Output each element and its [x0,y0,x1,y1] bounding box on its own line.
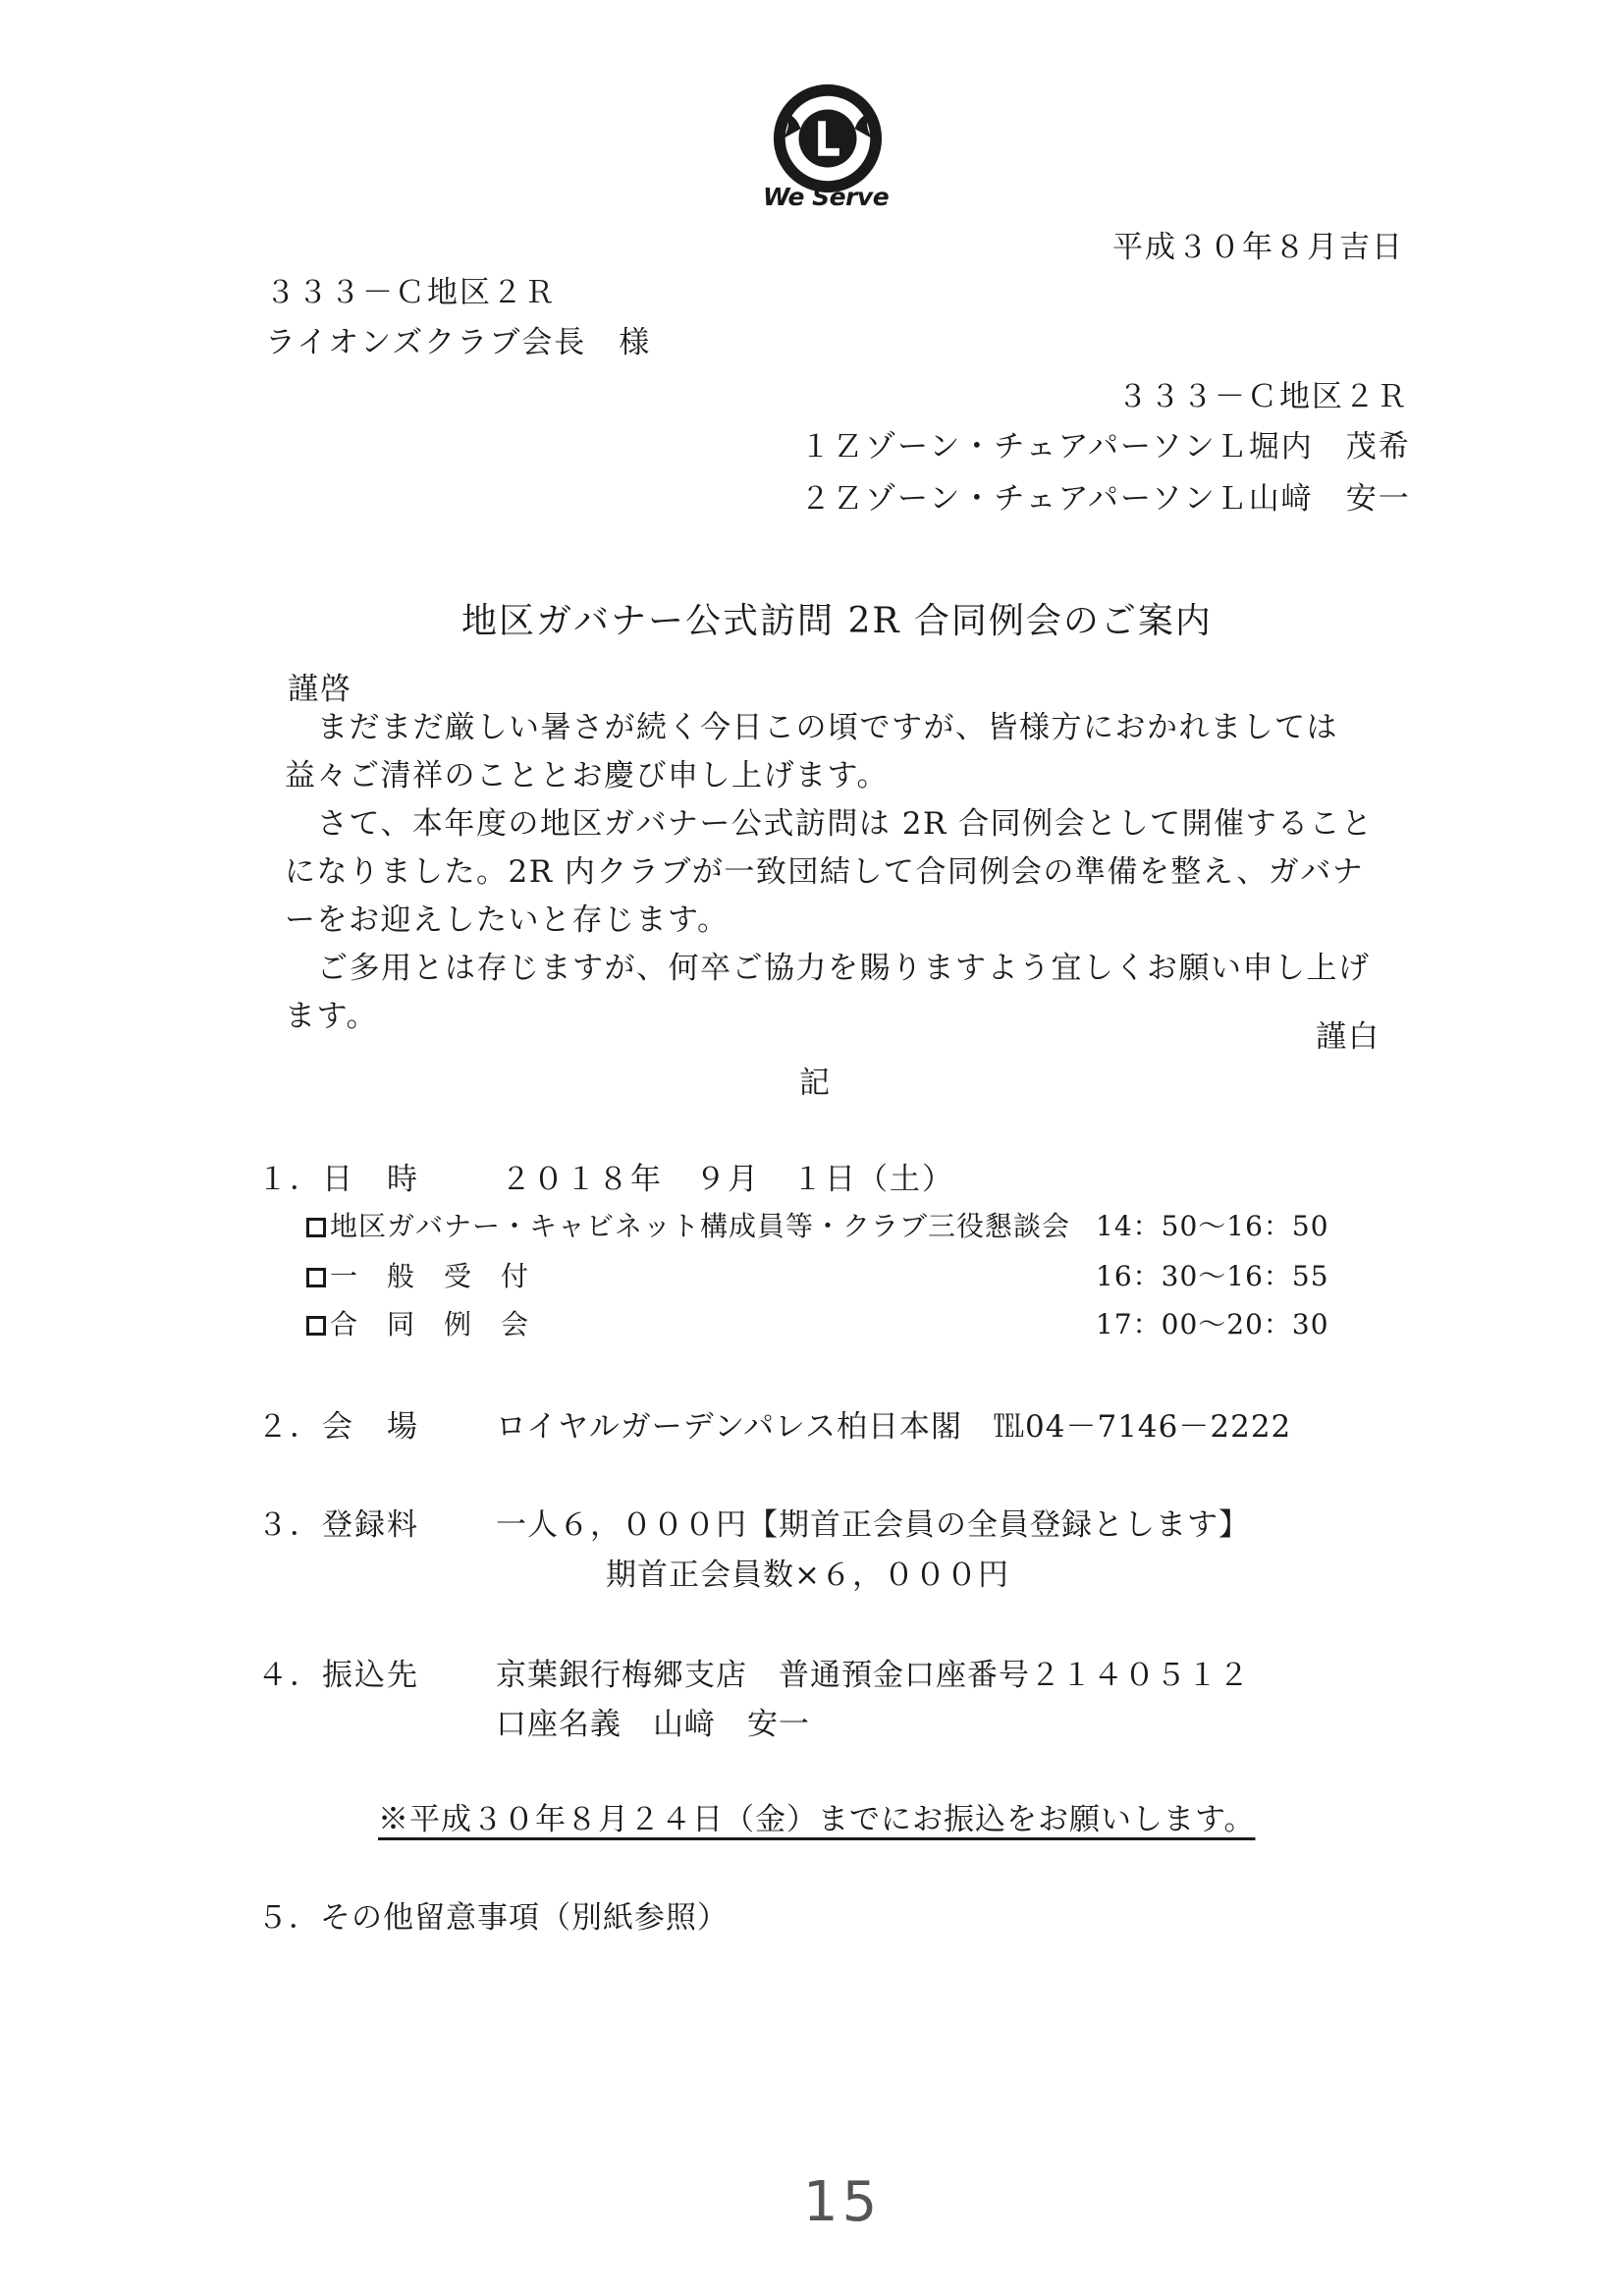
item-1-label: １．日 時 [257,1162,419,1197]
checkbox-icon [306,1316,326,1336]
sender-line-2z: ２Ｚゾーン・チェアパーソンＬ山﨑 安一 [800,481,1411,517]
item-4-account-holder: 口座名義 山﨑 安一 [496,1707,810,1742]
checkbox-icon [306,1218,326,1237]
schedule-item-time: 16：30～16：55 [1096,1260,1329,1292]
schedule-item-name: 一 般 受 付 [330,1260,530,1292]
schedule-row [306,1205,1070,1244]
item-3-fee-detail: 期首正会員数×６，０００円 [606,1558,1009,1593]
schedule-row [306,1303,529,1342]
lions-logo-icon [770,81,886,196]
ki-marker: 記 [799,1066,832,1101]
document-date: 平成３０年８月吉日 [1112,230,1404,265]
item-4-bank: 京葉銀行梅郷支店 普通預金口座番号２１４０５１２ [496,1658,1250,1693]
recipient-district: ３３３－Ｃ地区２Ｒ [265,275,557,310]
body-paragraph-1: まだまだ厳しい暑さが続く今日この頃ですが、皆様方におかれましては益々ご清祥のこととお慶び申し上げます。 [285,710,1338,793]
body-paragraph-2: さて、本年度の地区ガバナー公式訪問は 2R 合同例会として開催することになりました。2R 内クラブが一致団結して合同例会の準備を整え、ガバナーをお迎えしたいと存じます。 [285,806,1374,938]
recipient-name: ライオンズクラブ会長 様 [265,325,652,360]
item-4-label: ４．振込先 [257,1658,419,1693]
checkbox-icon [306,1268,326,1287]
item-3-label: ３．登録料 [257,1507,419,1543]
item-3-fee: 一人６，０００円【期首正会員の全員登録とします】 [496,1507,1250,1543]
greeting: 謹啓 [288,672,352,707]
item-5-label: ５．その他留意事項（別紙参照） [257,1900,729,1936]
schedule-item-time: 17：00～20：30 [1096,1308,1329,1340]
schedule-item-time: 14：50～16：50 [1096,1210,1329,1242]
body-paragraph-3: ご多用とは存じますが、何卒ご協力を賜りますよう宜しくお願い申し上げます。 [285,951,1371,1034]
payment-deadline-notice: ※平成３０年８月２４日（金）までにお振込をお願いします。 [378,1802,1256,1837]
item-1-date: ２０１８年 ９月 １日（土） [501,1162,954,1197]
schedule-item-name: 合 同 例 会 [330,1308,530,1340]
sender-district: ３３３－Ｃ地区２Ｒ [1117,379,1409,414]
we-serve-tagline: We Serve [763,183,890,211]
item-2-venue: ロイヤルガーデンパレス柏日本閣 ℡04－7146－2222 [496,1409,1292,1445]
schedule-item-name: 地区ガバナー・キャビネット構成員等・クラブ三役懇談会 [330,1210,1071,1242]
page-number: 15 [803,2170,882,2234]
schedule-row [306,1255,529,1294]
sender-line-1z: １Ｚゾーン・チェアパーソンＬ堀内 茂希 [800,429,1411,465]
item-2-label: ２．会 場 [257,1409,419,1445]
closing: 謹白 [1316,1019,1380,1055]
document-title: 地区ガバナー公式訪問 2R 合同例会のご案内 [461,601,1213,641]
